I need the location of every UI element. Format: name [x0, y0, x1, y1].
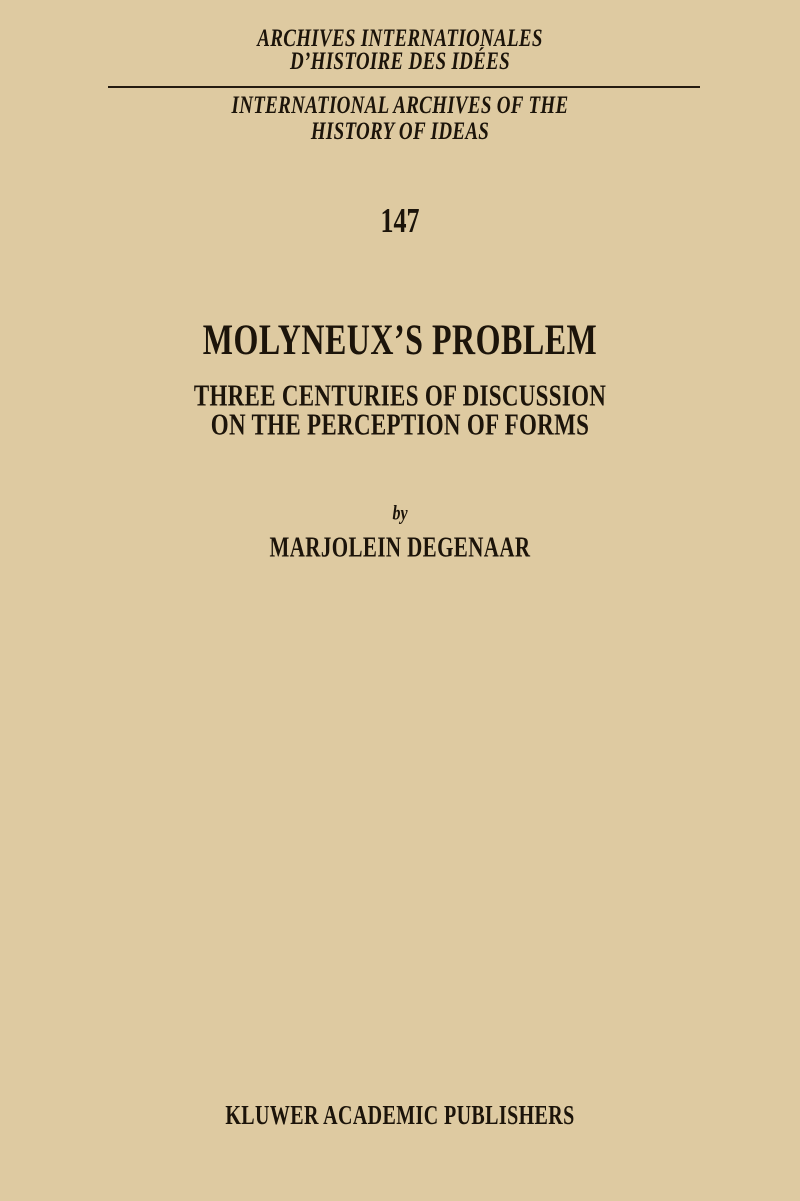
- book-title: MOLYNEUX’S PROBLEM: [202, 314, 598, 364]
- masthead-series-title-en-line-1: INTERNATIONAL ARCHIVES OF THE: [231, 91, 569, 120]
- masthead-divider-rule: [108, 86, 700, 88]
- author-name: MARJOLEIN DEGENAAR: [269, 530, 531, 564]
- book-subtitle-line-2: ON THE PERCEPTION OF FORMS: [210, 407, 590, 442]
- masthead-series-title-en-line-2: HISTORY OF IDEAS: [310, 117, 490, 146]
- series-volume-number: 147: [380, 200, 420, 240]
- by-label: by: [392, 501, 408, 525]
- masthead-series-title-fr-line-1: ARCHIVES INTERNATIONALES: [257, 24, 543, 53]
- masthead-series-title-fr-line-2: D’HISTOIRE DES IDÉES: [289, 47, 510, 76]
- publisher-name: KLUWER ACADEMIC PUBLISHERS: [225, 1101, 575, 1131]
- book-subtitle-line-1: THREE CENTURIES OF DISCUSSION: [193, 378, 607, 413]
